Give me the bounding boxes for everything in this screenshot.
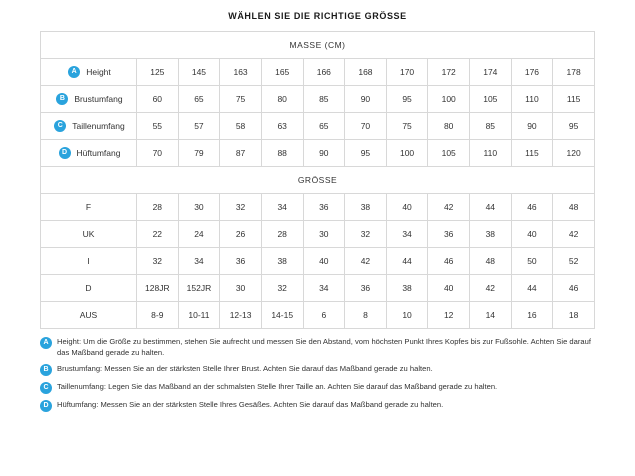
cell: 166 [303,59,345,86]
cell: 105 [428,140,470,167]
cell: 44 [511,275,553,302]
cell: 125 [137,59,179,86]
cell: 8-9 [137,302,179,329]
row-label-d: D [41,275,137,302]
section-header-row [41,167,595,194]
section-heading-masse: MASSE (CM) [41,32,595,59]
note-item [40,363,595,376]
cell: 105 [470,86,512,113]
row-label-hueftumfang [41,140,137,167]
cell: 40 [386,194,428,221]
table-row [41,86,595,113]
cell: 32 [345,221,387,248]
note-text: Height: Um die Größe zu bestimmen, stehen Sie aufrecht und messen Sie den Abstand, vom höchsten Punkt Ihres Kopfes bis zur Fußsohle. Achten Sie darauf das Maßband gerade zu halten. [57,337,591,357]
cell: 42 [470,275,512,302]
cell: 26 [220,221,262,248]
note-item [40,336,595,358]
cell: 36 [220,248,262,275]
row-label-height [41,59,137,86]
page-title: WÄHLEN SIE DIE RICHTIGE GRÖSSE [228,11,407,21]
cell: 42 [553,221,595,248]
label-text: Height [86,67,111,77]
cell: 38 [386,275,428,302]
note-text: Brustumfang: Messen Sie an der stärksten Stelle Ihrer Brust. Achten Sie darauf das Maßband gerade zu halten. [57,364,433,373]
cell: 34 [261,194,303,221]
cell: 110 [511,86,553,113]
cell: 50 [511,248,553,275]
cell: 87 [220,140,262,167]
cell: 44 [470,194,512,221]
cell: 14 [470,302,512,329]
cell: 6 [303,302,345,329]
cell: 90 [511,113,553,140]
cell: 75 [386,113,428,140]
cell: 44 [386,248,428,275]
cell: 63 [261,113,303,140]
cell: 75 [220,86,262,113]
cell: 38 [470,221,512,248]
cell: 28 [261,221,303,248]
cell: 170 [386,59,428,86]
label-text: Brustumfang [74,94,123,104]
cell: 30 [178,194,220,221]
badge-a-icon: A [40,337,52,349]
cell: 95 [386,86,428,113]
badge-b-icon: B [56,93,68,105]
cell: 90 [303,140,345,167]
row-label-brustumfang [41,86,137,113]
cell: 40 [428,275,470,302]
note-item [40,399,595,412]
cell: 88 [261,140,303,167]
cell: 16 [511,302,553,329]
cell: 174 [470,59,512,86]
note-text: Hüftumfang: Messen Sie an der stärksten Stelle Ihres Gesäßes. Achten Sie darauf das Maßband gerade zu halten. [57,400,444,409]
cell: 42 [345,248,387,275]
cell: 34 [178,248,220,275]
cell: 172 [428,59,470,86]
cell: 46 [428,248,470,275]
label-text: Taillenumfang [72,121,125,131]
cell: 128JR [137,275,179,302]
table-row [41,59,595,86]
measurement-notes [40,329,595,412]
cell: 14-15 [261,302,303,329]
cell: 12-13 [220,302,262,329]
cell: 48 [470,248,512,275]
badge-d-icon: D [59,147,71,159]
cell: 110 [470,140,512,167]
cell: 80 [428,113,470,140]
cell: 28 [137,194,179,221]
section-header-row [41,32,595,59]
table-row [41,302,595,329]
cell: 52 [553,248,595,275]
row-label-f: F [41,194,137,221]
table-row [41,221,595,248]
badge-c-icon: C [40,382,52,394]
cell: 40 [303,248,345,275]
cell: 30 [220,275,262,302]
cell: 18 [553,302,595,329]
cell: 32 [261,275,303,302]
table-row [41,248,595,275]
cell: 65 [303,113,345,140]
cell: 95 [553,113,595,140]
cell: 24 [178,221,220,248]
cell: 36 [345,275,387,302]
cell: 38 [345,194,387,221]
cell: 176 [511,59,553,86]
cell: 115 [553,86,595,113]
cell: 100 [386,140,428,167]
badge-d-icon: D [40,400,52,412]
cell: 95 [345,140,387,167]
size-chart-table [40,31,595,329]
table-row [41,275,595,302]
cell: 10-11 [178,302,220,329]
cell: 70 [345,113,387,140]
cell: 168 [345,59,387,86]
cell: 10 [386,302,428,329]
cell: 115 [511,140,553,167]
cell: 30 [303,221,345,248]
cell: 22 [137,221,179,248]
cell: 100 [428,86,470,113]
badge-b-icon: B [40,364,52,376]
cell: 34 [386,221,428,248]
cell: 152JR [178,275,220,302]
cell: 60 [137,86,179,113]
cell: 178 [553,59,595,86]
cell: 165 [261,59,303,86]
row-label-taillenumfang [41,113,137,140]
table-row [41,194,595,221]
badge-c-icon: C [54,120,66,132]
cell: 58 [220,113,262,140]
cell: 46 [511,194,553,221]
cell: 120 [553,140,595,167]
cell: 42 [428,194,470,221]
table-row [41,140,595,167]
cell: 70 [137,140,179,167]
cell: 40 [511,221,553,248]
row-label-uk: UK [41,221,137,248]
cell: 57 [178,113,220,140]
cell: 8 [345,302,387,329]
label-text: Hüftumfang [76,148,121,158]
cell: 145 [178,59,220,86]
cell: 36 [428,221,470,248]
section-heading-groesse: GRÖSSE [41,167,595,194]
cell: 85 [303,86,345,113]
cell: 32 [137,248,179,275]
cell: 85 [470,113,512,140]
cell: 36 [303,194,345,221]
cell: 34 [303,275,345,302]
note-item [40,381,595,394]
cell: 12 [428,302,470,329]
note-text: Taillenumfang: Legen Sie das Maßband an der schmalsten Stelle Ihrer Taille an. Achten Sie darauf das Maßband gerade zu halten. [57,382,498,391]
row-label-aus: AUS [41,302,137,329]
cell: 38 [261,248,303,275]
cell: 163 [220,59,262,86]
cell: 55 [137,113,179,140]
badge-a-icon: A [68,66,80,78]
cell: 80 [261,86,303,113]
cell: 48 [553,194,595,221]
cell: 90 [345,86,387,113]
cell: 32 [220,194,262,221]
cell: 79 [178,140,220,167]
cell: 46 [553,275,595,302]
table-row [41,113,595,140]
row-label-i: I [41,248,137,275]
cell: 65 [178,86,220,113]
